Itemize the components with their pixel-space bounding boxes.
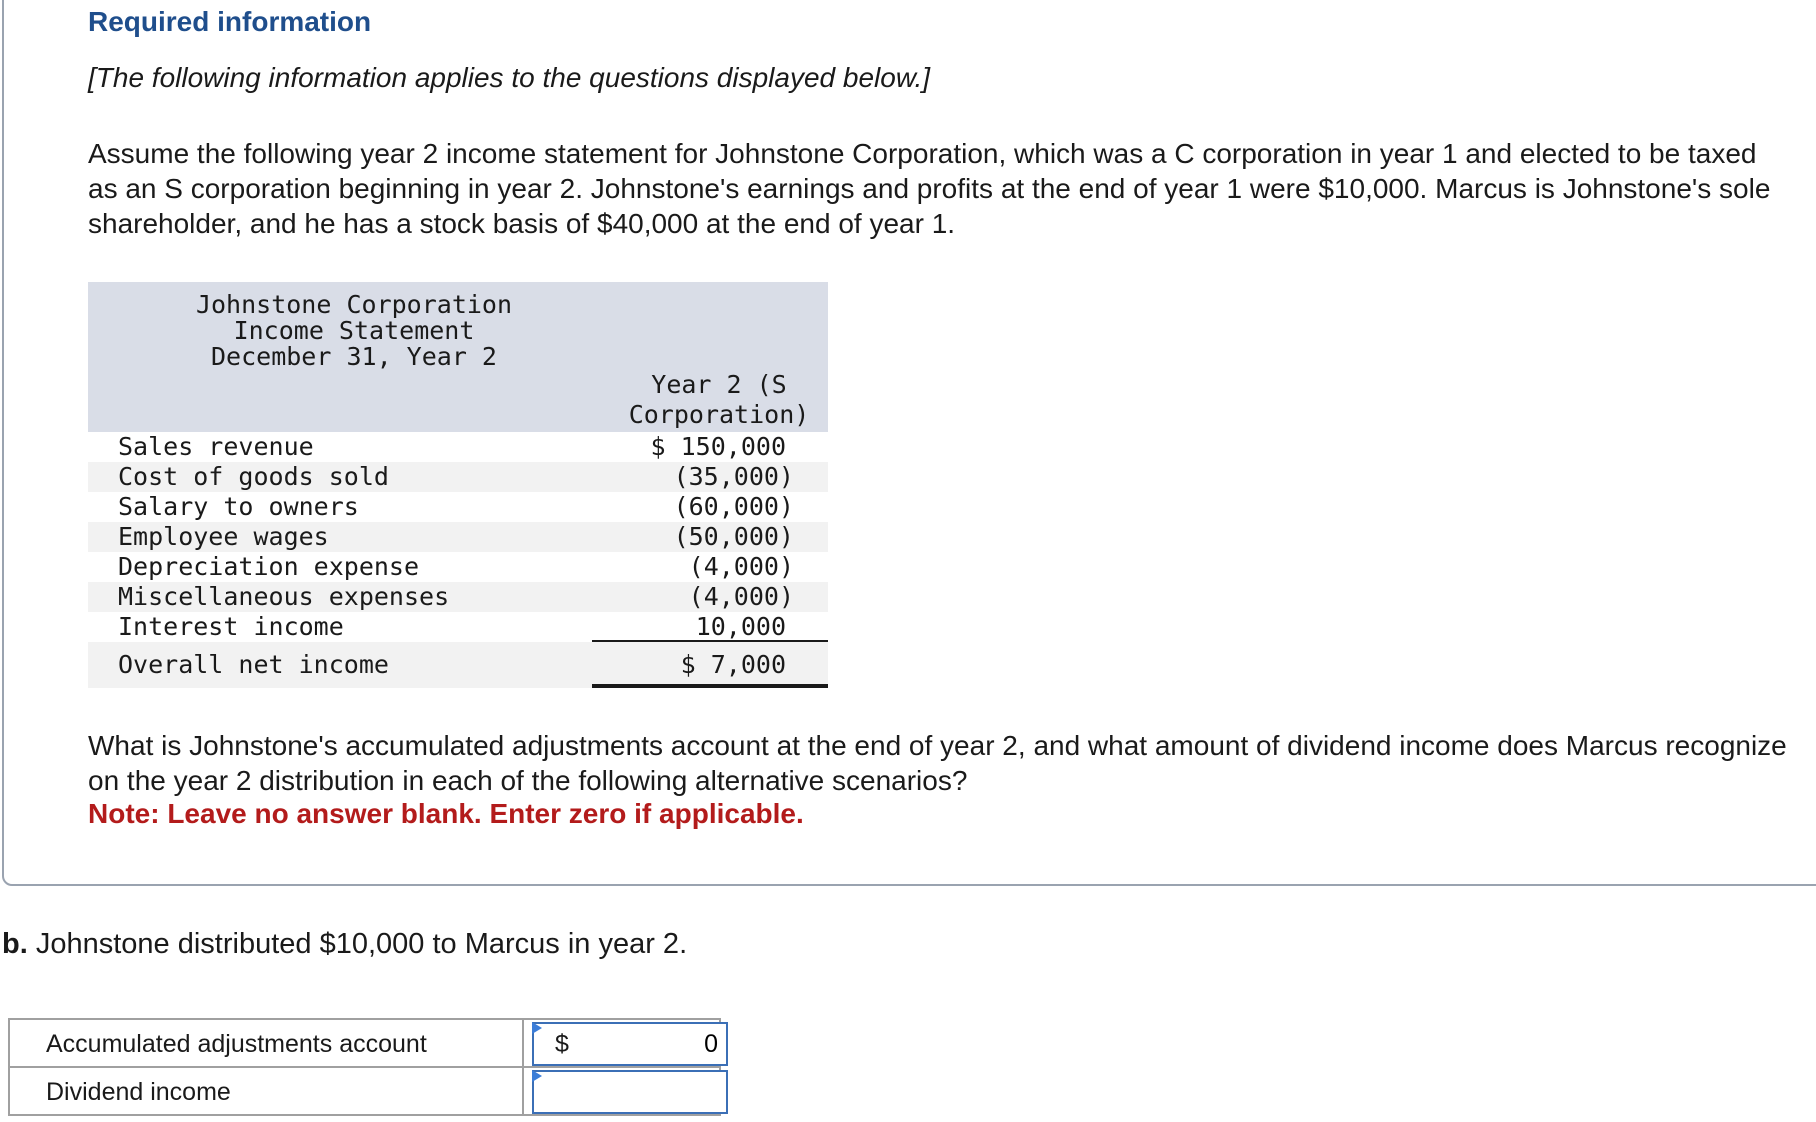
row-label: Depreciation expense [118, 552, 420, 581]
table-row [88, 462, 828, 492]
answer-table [8, 1018, 721, 1116]
column-header-line-1: Year 2 (S [651, 370, 787, 399]
row-value: 10,000 [695, 612, 786, 641]
table-row [88, 432, 828, 462]
statement-column-header [608, 370, 830, 430]
aaa-label: Accumulated adjustments account [46, 1030, 427, 1058]
row-label: Sales revenue [118, 432, 314, 461]
table-row [88, 612, 828, 642]
column-divider [522, 1068, 524, 1114]
income-statement-header [88, 282, 828, 432]
row-value: (4,000) [688, 582, 794, 611]
row-label: Salary to owners [118, 492, 359, 521]
row-label: Miscellaneous expenses [118, 582, 450, 611]
dividend-label: Dividend income [46, 1078, 231, 1106]
answer-row-aaa [8, 1018, 721, 1068]
currency-symbol: $ [555, 1030, 569, 1058]
table-row [88, 552, 828, 582]
row-label: Employee wages [118, 522, 329, 551]
intro-paragraph: Assume the following year 2 income statement for Johnstone Corporation, which was a C corporation in year 1 and elected to be taxed as an S corporation beginning in year 2. Johnstone's earnings and profits at the end of year 1 were $10,000. Marcus is Johnstone's sole shareholder, and he has a stock basis of $40,000 at the end of year 1. [88, 138, 1771, 239]
input-flag-icon [532, 1070, 542, 1082]
answer-row-dividend [8, 1066, 721, 1116]
total-value: $ 7,000 [680, 650, 786, 679]
part-b-text: Johnstone distributed $10,000 to Marcus in year 2. [27, 928, 688, 960]
dividend-input[interactable] [532, 1070, 728, 1114]
row-value: (50,000) [673, 522, 794, 551]
part-b-prompt [2, 928, 687, 961]
part-letter: b. [2, 928, 28, 960]
total-row [88, 642, 828, 688]
question-text: What is Johnstone's accumulated adjustments account at the end of year 2, and what amount of dividend income does Marcus recognize on the year 2 distribution in each of the following alternative scenarios? [88, 730, 1787, 796]
required-information-title: Required information [88, 6, 372, 37]
row-value: (35,000) [673, 462, 794, 491]
statement-company-name: Johnstone Corporation [195, 290, 513, 319]
statement-date: December 31, Year 2 [211, 342, 497, 371]
applies-note: [The following information applies to the questions displayed below.] [88, 62, 931, 93]
input-flag-icon [532, 1022, 542, 1034]
table-row [88, 582, 828, 612]
row-label: Cost of goods sold [118, 462, 389, 491]
total-label: Overall net income [118, 650, 389, 679]
table-row [88, 522, 828, 552]
row-value: (4,000) [688, 552, 794, 581]
answer-note: Note: Leave no answer blank. Enter zero if applicable. [88, 798, 804, 829]
double-underline [592, 684, 828, 688]
row-label: Interest income [118, 612, 344, 641]
row-value: (60,000) [673, 492, 794, 521]
table-row [88, 492, 828, 522]
statement-title: Income Statement [233, 316, 475, 345]
row-value: $ 150,000 [650, 432, 786, 461]
income-statement [88, 282, 828, 688]
column-divider [522, 1020, 524, 1066]
column-header-line-2: Corporation) [628, 400, 810, 429]
